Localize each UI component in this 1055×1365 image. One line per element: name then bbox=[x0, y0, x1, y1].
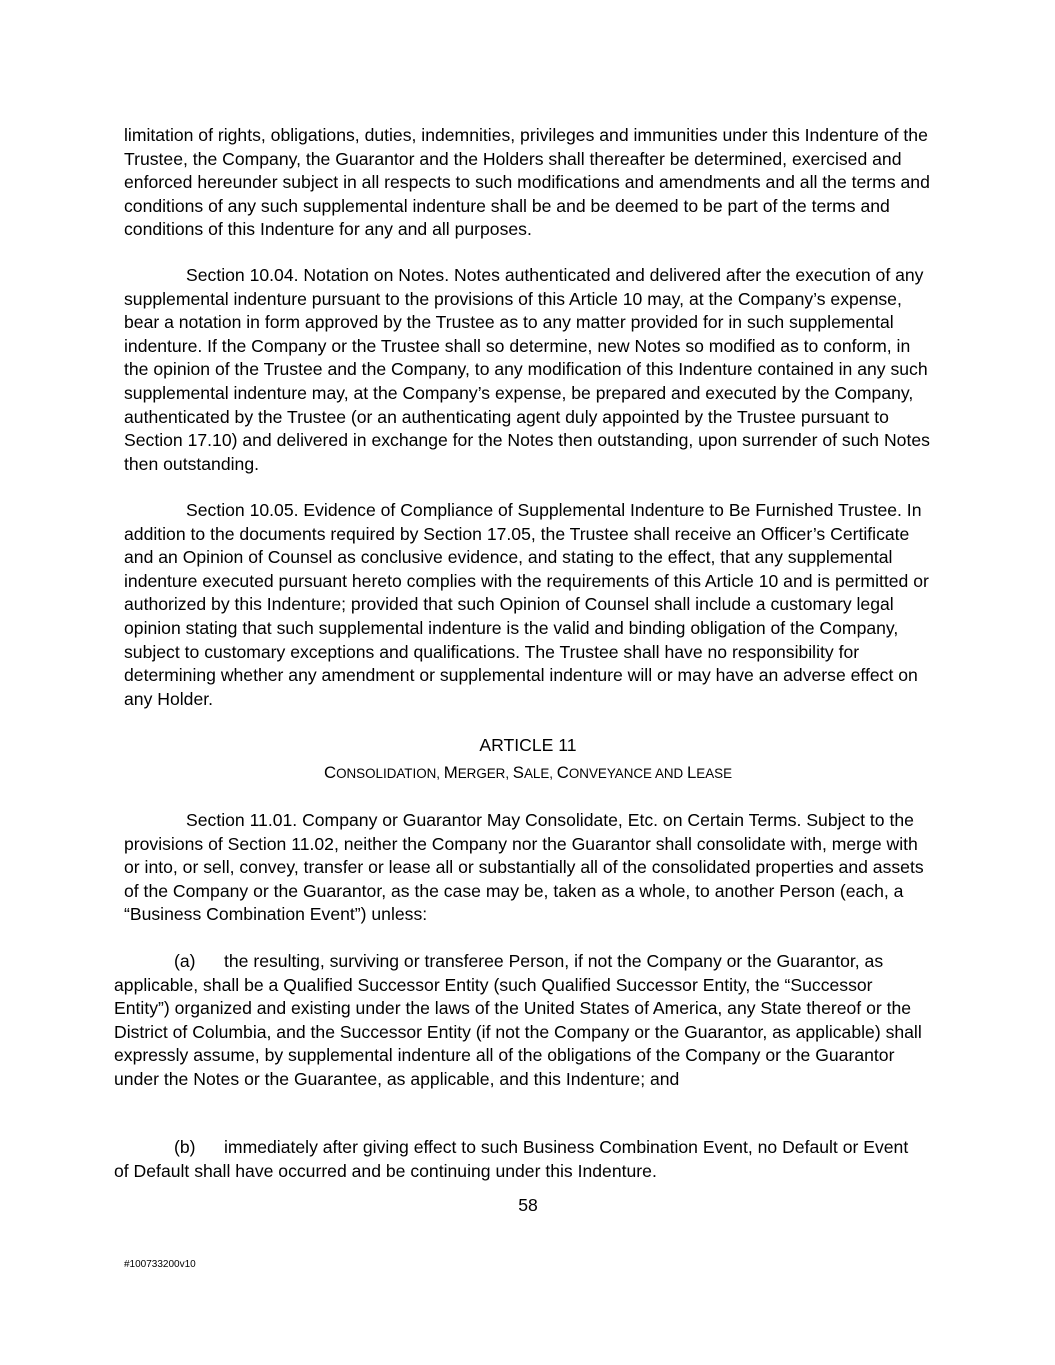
section-10-04-paragraph bbox=[124, 264, 932, 476]
clause-a-label: (a) bbox=[174, 951, 196, 971]
clause-a-paragraph bbox=[114, 950, 922, 1092]
section-10-04-text: Section 10.04. Notation on Notes. Notes authenticated and delivered after the execution of any supplemental indenture pursuant to the provisions of this Article 10 may, at the Company’s expense, bear a notation in form approved by the Trustee as to any matter provided for in such supplemental indenture. If the Company or the Trustee shall so determine, new Notes so modified as to conform, in the opinion of the Trustee and the Company, to any modification of this Indenture contained in any such supplemental indenture may, at the Company’s expense, be prepared and executed by the Company, authenticated by the Trustee (or an authenticating agent duly appointed by the Trustee pursuant to Section 17.10) and delivered in exchange for the Notes then outstanding, upon surrender of such Notes then outstanding. bbox=[124, 265, 930, 474]
subheading-small: ONVEYANCE AND bbox=[568, 766, 687, 781]
subheading-small: ALE, bbox=[523, 766, 557, 781]
article-heading: ARTICLE 11 bbox=[479, 735, 577, 755]
clause-b-label: (b) bbox=[174, 1137, 196, 1157]
document-id: #100733200v10 bbox=[124, 1259, 196, 1270]
clause-b-text: immediately after giving effect to such Business Combination Event, no Default or Event of Default shall have occurred and be continuing under this Indenture. bbox=[114, 1137, 909, 1181]
section-10-05-paragraph bbox=[124, 499, 932, 711]
subheading-cap: C bbox=[556, 763, 569, 782]
subheading-cap: C bbox=[323, 763, 337, 782]
subheading-small: ERGER, bbox=[457, 766, 513, 781]
section-11-01-paragraph bbox=[124, 809, 932, 927]
clause-a-text: the resulting, surviving or transferee Person, if not the Company or the Guarantor, as applicable, shall be a Qualified Successor Entity (such Qualified Successor Entity, the “Successor Entity”) organized and existing under the laws of the United States of America, any State thereof or the District of Columbia, and the Successor Entity (if not the Company or the Guarantor, as applicable) shall expressly assume, by supplemental indenture all of the obligations of the Company or the Guarantor under the Notes or the Guarantee, as applicable, and this Indenture; and bbox=[114, 951, 922, 1089]
page-number: 58 bbox=[518, 1195, 538, 1215]
subheading-small: ONSOLIDATION, bbox=[336, 766, 444, 781]
clause-b-paragraph bbox=[114, 1136, 922, 1183]
section-10-05-text: Section 10.05. Evidence of Compliance of Supplemental Indenture to Be Furnished Trustee. In addition to the documents required by Section 17.05, the Trustee shall receive an Officer’s Certificate and an Opinion of Counsel as conclusive evidence, and stating to the effect, that any supplemental indenture executed pursuant hereto complies with the requirements of this Article 10 and is permitted or authorized by this Indenture; provided that such Opinion of Counsel shall include a customary legal opinion stating that such supplemental indenture is the valid and binding obligation of the Company, subject to customary exceptions and qualifications. The Trustee shall have no responsibility for determining whether any amendment or supplemental indenture will or may have an adverse effect on any Holder. bbox=[124, 500, 929, 709]
subheading-small: EASE bbox=[696, 766, 733, 781]
section-11-01-text: Section 11.01. Company or Guarantor May Consolidate, Etc. on Certain Terms. Subject to the provisions of Section 11.02, neither the Company nor the Guarantor shall consolidate with, merge with or into, or sell, convey, transfer or lease all or substantially all of the consolidated properties and assets of the Company or the Guarantor, as the case may be, taken as a whole, to another Person (each, a “Business Combination Event”) unless: bbox=[124, 810, 924, 925]
subheading-cap: L bbox=[686, 763, 697, 782]
article-subheading bbox=[124, 763, 932, 783]
subheading-cap: M bbox=[443, 763, 458, 782]
continuation-paragraph: limitation of rights, obligations, duties, indemnities, privileges and immunities under this Indenture of the Trustee, the Company, the Guarantor and the Holders shall thereafter be determined, exercised and enforced hereunder subject in all respects to such modifications and amendments and all the terms and conditions of any such supplemental indenture shall be and be deemed to be part of the terms and conditions of this Indenture for any and all purposes. bbox=[124, 125, 930, 240]
subheading-cap: S bbox=[512, 763, 524, 782]
